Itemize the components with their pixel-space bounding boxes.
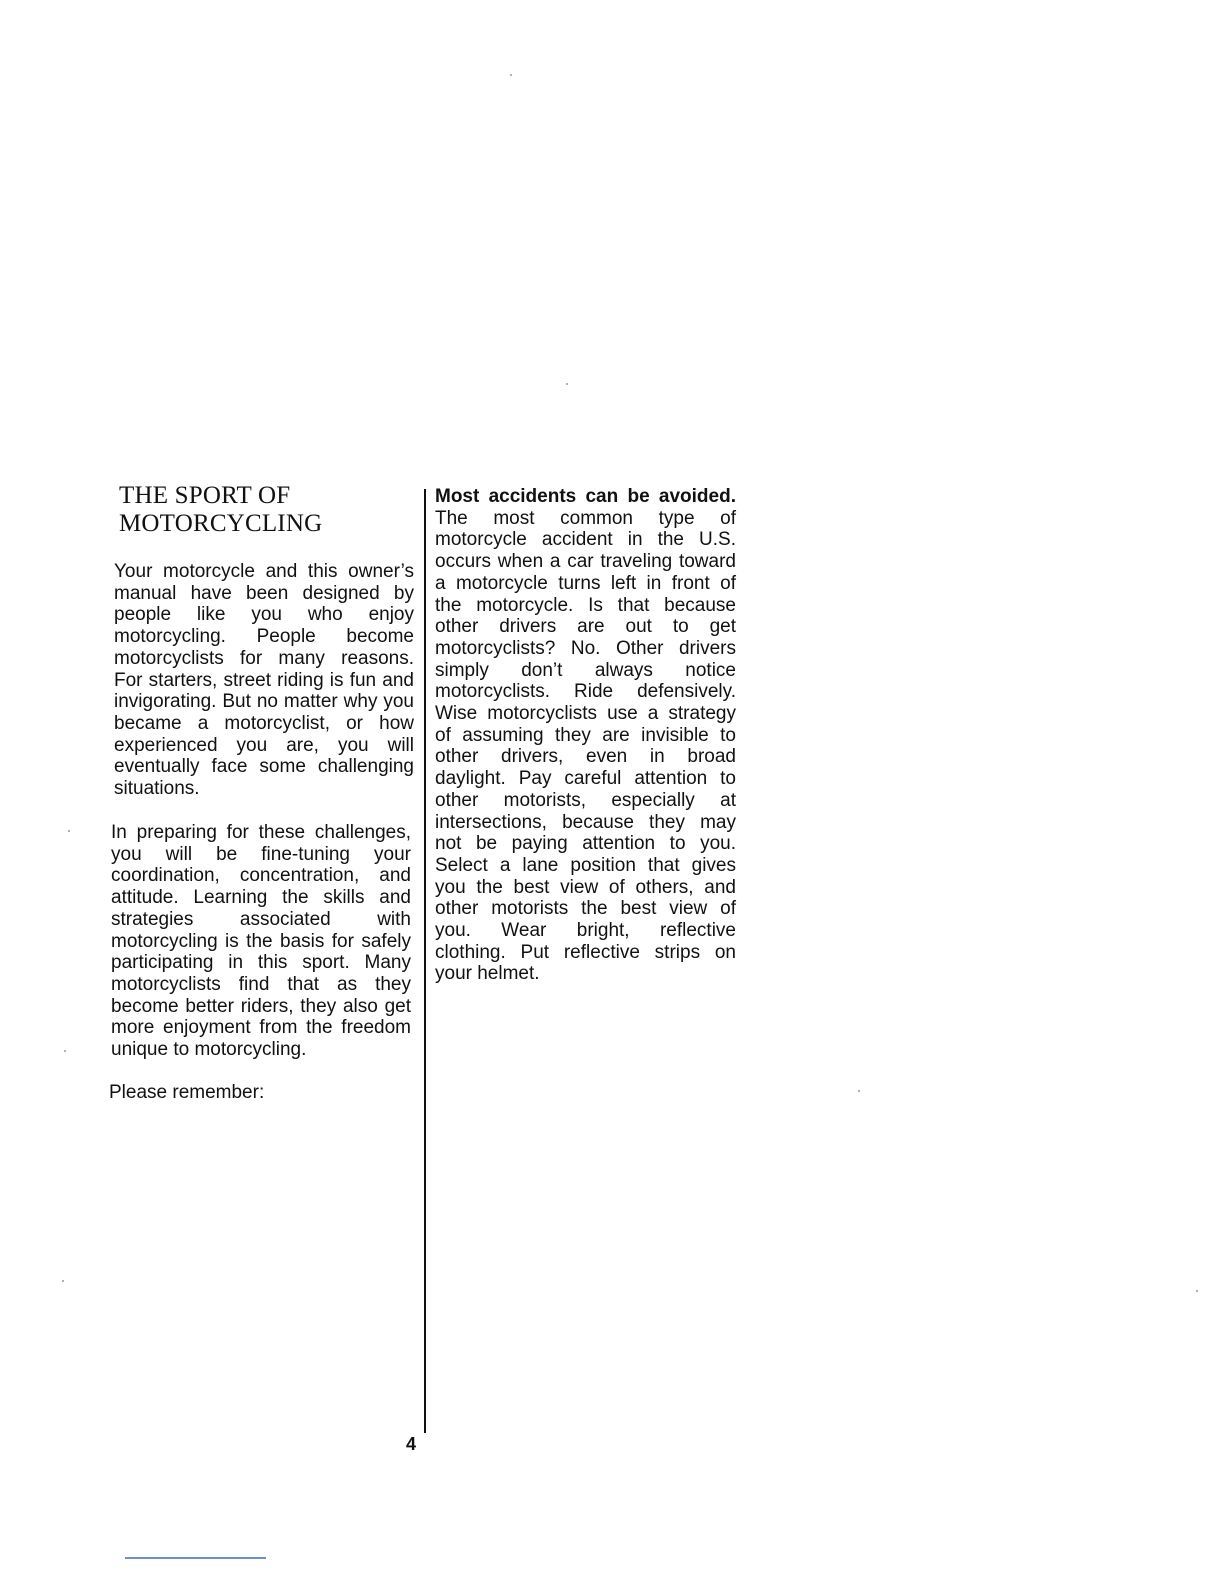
scan-speck xyxy=(64,1050,66,1052)
intro-paragraph: Your motorcycle and this owner’s manual have been designed by people like you who enjoy motorcycling. People become motorcyclists for many reasons. For starters, street riding is fun and invigorating. But no matter why you became a motorcyclist, or how experienced you are, you will eventually face some challenging situations. xyxy=(114,561,414,800)
section-title-line-2: MOTORCYCLING xyxy=(119,510,323,537)
section-title xyxy=(119,482,409,538)
scan-speck xyxy=(68,830,70,832)
page-number: 4 xyxy=(406,1434,417,1454)
scan-speck xyxy=(566,383,568,385)
accidents-lead-heading: Most accidents can be avoided. xyxy=(435,486,736,507)
column-divider xyxy=(424,489,426,1433)
section-title-line-1: THE SPORT OF xyxy=(119,482,291,509)
scan-speck xyxy=(1196,1290,1198,1292)
accidents-body-text: The most common type of motorcycle accident in the U.S. occurs when a car traveling toward a motorcycle turns left in front of the motorcycle. Is that because other drivers are out to get motorcyclists? No. Other drivers simply don’t always notice motorcyclists. Ride defensively. Wise motorcyclists use a strategy of assuming they are invisible to other drivers, even in broad daylight. Pay careful attention to other motorists, especially at intersections, because they may not be paying attention to you. Select a lane position that gives you the best view of others, and other motorists the best view of you. Wear bright, reflective clothing. Put reflective strips on your helmet. xyxy=(435,507,736,985)
challenges-paragraph: In preparing for these challenges, you will be fine-tuning your coordination, concentration, and attitude. Learning the skills and strategies associated with motorcycling is the basis for safely participating in this sport. Many motorcyclists find that as they become better riders, they also get more enjoyment from the freedom unique to motorcycling. xyxy=(111,822,411,1061)
scan-speck xyxy=(62,1280,64,1282)
scan-speck xyxy=(858,1090,860,1092)
scan-speck xyxy=(510,74,512,76)
please-remember-text: Please remember: xyxy=(109,1082,265,1103)
accidents-paragraph xyxy=(435,486,736,985)
scan-edge-line xyxy=(125,1557,266,1559)
